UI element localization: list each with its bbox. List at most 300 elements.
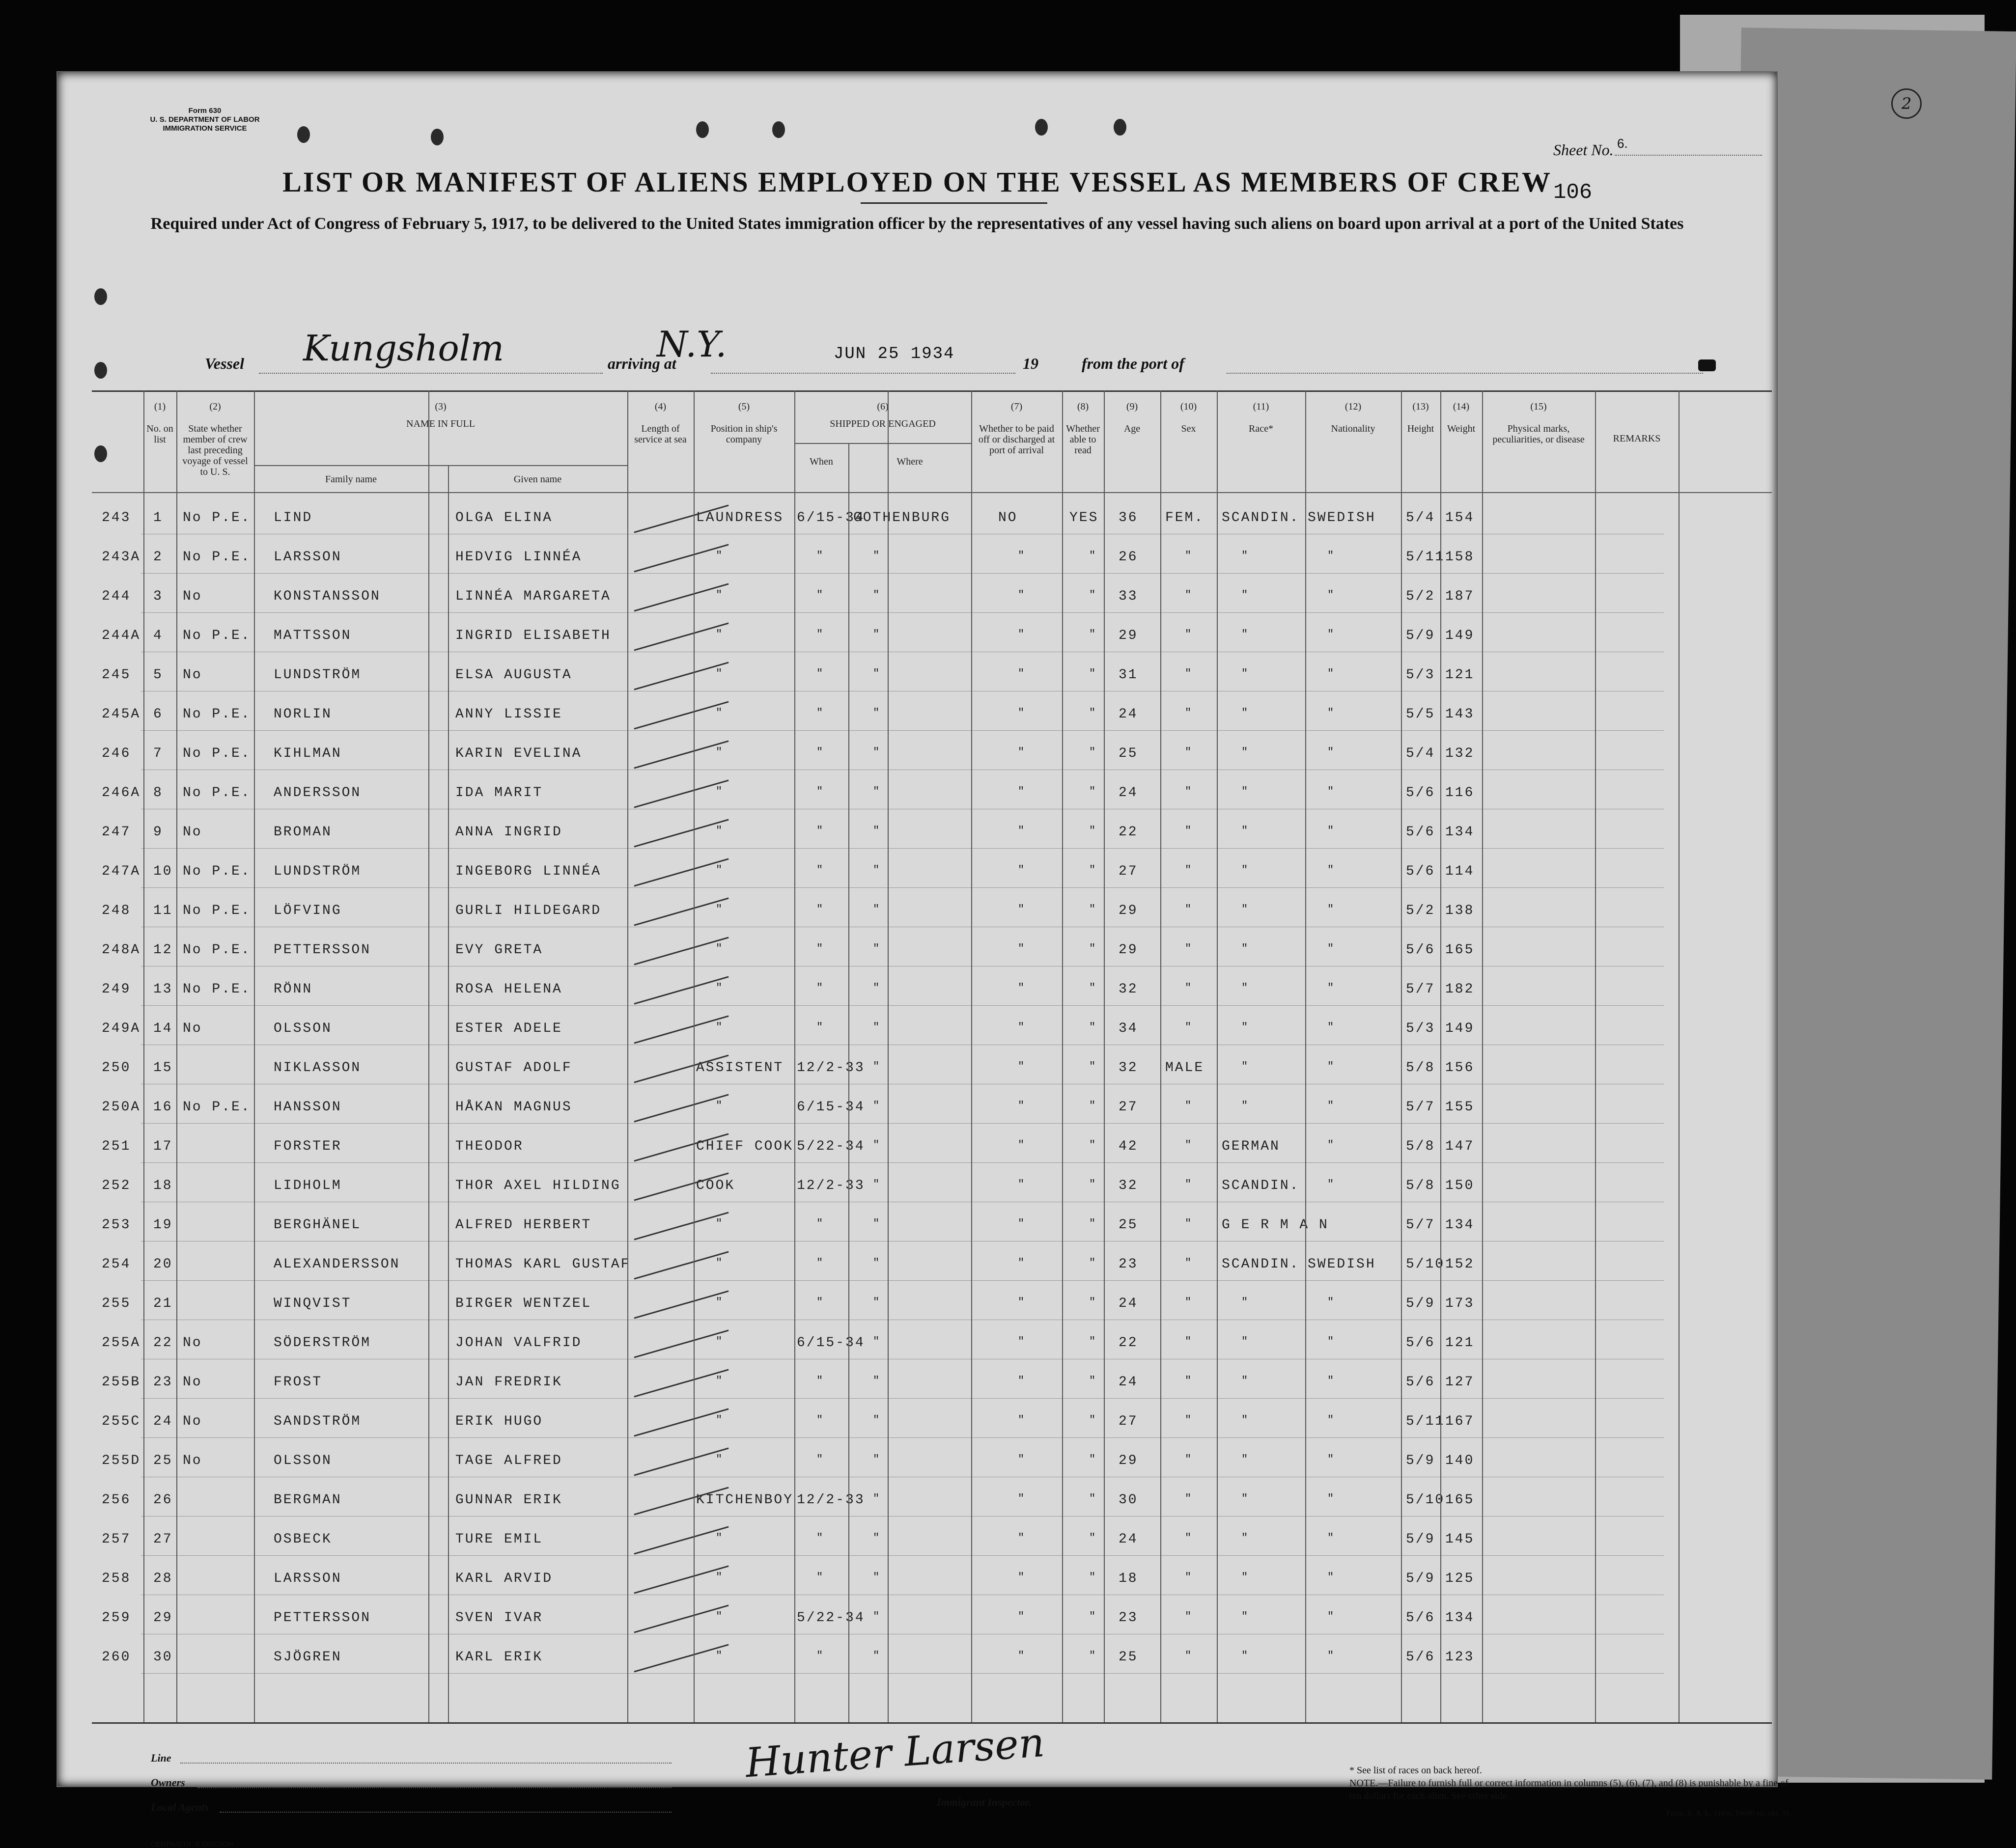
nationality: " [1327,1610,1336,1623]
sex: " [1185,982,1193,994]
shipped-when: 12/2-33 [797,1178,865,1193]
shipped-where: " [873,1532,881,1544]
nationality: " [1327,1571,1336,1583]
manifest-sheet [56,71,1792,1848]
col-c10-num: (10) [1180,401,1197,412]
row-rule [141,1280,1664,1281]
given-name: THOR AXEL HILDING [455,1178,621,1193]
punch-hole [431,129,444,145]
weight: 121 [1445,667,1475,683]
prior-voyage: No [183,667,202,683]
family-name: LIDHOLM [274,1178,342,1193]
crew-ref-number: 259 [102,1610,131,1626]
shipped-when: " [816,864,825,876]
sex: " [1185,1571,1193,1583]
header-bottom-rule [92,492,1772,493]
column-rule [176,390,177,1722]
age: 29 [1119,903,1138,918]
shipped-where: " [873,1217,881,1230]
crew-ref-number: 253 [102,1217,131,1233]
able-to-read: " [1089,628,1097,640]
shipped-when: 5/22-34 [797,1610,865,1626]
given-name: GUSTAF ADOLF [455,1060,572,1076]
race: GERMAN [1222,1139,1280,1154]
sex: " [1185,1650,1193,1662]
prior-voyage: No [183,1414,202,1429]
shipped-where: " [873,746,881,758]
shipped-where: " [873,1139,881,1151]
weight: 138 [1445,903,1475,918]
prior-voyage: No P.E. [183,707,251,722]
race: " [1241,746,1250,758]
shipped-when: 5/22-34 [797,1139,865,1154]
punch-hole [772,121,785,138]
nationality: " [1327,550,1336,562]
penalty-note: NOTE.—Failure to furnish full or correct information in columns (5), (6), (7), and (8) is punishable by a fine of ten dollars for each alien. See other side. [1349,1778,1789,1801]
shipped-when: " [816,589,825,601]
line-field [180,1763,672,1764]
sex: " [1185,903,1193,915]
race: " [1241,1532,1250,1544]
list-number: 29 [153,1610,173,1626]
height: 5/11 [1406,1414,1445,1429]
able-to-read: " [1089,1375,1097,1387]
age: 24 [1119,707,1138,722]
races-note: * See list of races on back hereof. [1349,1765,1482,1776]
given-name: SVEN IVAR [455,1610,543,1626]
family-name: FROST [274,1375,323,1390]
shipped-when: " [816,1021,825,1033]
nationality: " [1327,1021,1336,1033]
punch-hole [696,121,709,138]
nationality: " [1327,903,1336,915]
shipped-when: " [816,707,825,719]
paid-off-status: NO [998,510,1018,525]
sex: " [1185,667,1193,680]
nationality: " [1327,628,1336,640]
sex: " [1185,864,1193,876]
race: SCANDIN. [1222,1257,1300,1272]
given-name: INGEBORG LINNÉA [455,864,602,879]
paid-off-status: " [1018,746,1026,758]
given-name: KARIN EVELINA [455,746,582,761]
col-c5-num: (5) [738,401,750,412]
shipped-where: " [873,1060,881,1073]
form-header [136,107,274,133]
ship-position: " [716,1532,724,1544]
crew-ref-number: 247 [102,825,131,840]
crew-ref-number: 255D [102,1453,141,1468]
list-number: 23 [153,1375,173,1390]
list-number: 9 [153,825,163,840]
able-to-read: " [1089,864,1097,876]
family-name: BROMAN [274,825,332,840]
service-tick-mark [634,937,728,965]
crew-ref-number: 255B [102,1375,141,1390]
shipped-where: " [873,550,881,562]
given-name: JOHAN VALFRID [455,1335,582,1351]
row-rule [141,1005,1664,1006]
service-tick-mark [634,1369,728,1397]
nationality: " [1327,1650,1336,1662]
local-agents-label: Local Agents [151,1801,209,1813]
age: 24 [1119,1375,1138,1390]
ink-blot [1698,359,1716,371]
age: 30 [1119,1492,1138,1508]
paid-off-status: " [1018,864,1026,876]
race: " [1241,903,1250,915]
ship-position: " [716,589,724,601]
height: 5/9 [1406,1532,1435,1547]
col-c15-label: Physical marks, peculiarities, or disease [1492,423,1585,445]
weight: 116 [1445,785,1475,800]
crew-ref-number: 256 [102,1492,131,1508]
column-rule [627,390,628,1722]
family-name: BERGMAN [274,1492,342,1508]
shipped-where: " [873,667,881,680]
weight: 182 [1445,982,1475,997]
column-rule [1160,390,1161,1722]
paid-off-status: " [1018,982,1026,994]
nationality: " [1327,1492,1336,1505]
paid-off-status: " [1018,550,1026,562]
col-c9-num: (9) [1126,401,1138,412]
col-c10-label: Sex [1181,423,1196,434]
ship-position: " [716,1414,724,1426]
age: 23 [1119,1257,1138,1272]
punch-hole [94,362,107,379]
ship-position: " [716,825,724,837]
nationality: " [1327,864,1336,876]
age: 29 [1119,942,1138,958]
col-c3-num: (3) [435,401,447,412]
service-tick-mark [634,583,728,611]
height: 5/6 [1406,864,1435,879]
height: 5/10 [1406,1492,1445,1508]
able-to-read: " [1089,1217,1097,1230]
age: 22 [1119,825,1138,840]
given-name: LINNÉA MARGARETA [455,589,611,604]
sex: " [1185,1100,1193,1112]
shipped-where: " [873,864,881,876]
table-top-rule [92,390,1772,392]
able-to-read: " [1089,1532,1097,1544]
crew-ref-number: 248A [102,942,141,958]
punch-hole [1035,119,1048,136]
weight: 165 [1445,942,1475,958]
able-to-read: " [1089,1335,1097,1348]
col-c14-label: Weight [1447,423,1476,434]
race: " [1241,1335,1250,1348]
paid-off-status: " [1018,1100,1026,1112]
weight: 167 [1445,1414,1475,1429]
paid-off-status: " [1018,1217,1026,1230]
height: 5/9 [1406,628,1435,643]
list-number: 28 [153,1571,173,1586]
column-rule [694,390,695,1722]
col-c11-num: (11) [1253,401,1269,412]
service-tick-mark [634,1251,728,1279]
weight: 158 [1445,550,1475,565]
ship-position: " [716,785,724,798]
sex: " [1185,746,1193,758]
list-number: 18 [153,1178,173,1193]
able-to-read: " [1089,825,1097,837]
height: 5/6 [1406,1335,1435,1351]
table-bottom-rule [92,1722,1772,1724]
weight: 187 [1445,589,1475,604]
service-tick-mark [634,1644,728,1672]
sheet-number-line [1615,155,1762,156]
able-to-read: " [1089,1100,1097,1112]
prior-voyage: No P.E. [183,746,251,761]
crew-ref-number: 244 [102,589,131,604]
family-name: OLSSON [274,1021,332,1036]
col-c5-label: Position in ship's company [710,423,778,445]
arriving-label: arriving at [608,355,676,372]
col-c2-label: State whether member of crew last preceding voyage of vessel to U. S. [182,423,248,477]
service-tick-mark [634,1604,728,1633]
paid-off-status: " [1018,667,1026,680]
crew-ref-number: 249A [102,1021,141,1036]
form-number: Form 630 [188,107,222,115]
ship-position: " [716,1571,724,1583]
arriving-field-line [711,373,1015,374]
list-number: 19 [153,1217,173,1233]
family-name: SÖDERSTRÖM [274,1335,371,1351]
age: 32 [1119,1178,1138,1193]
weight: 155 [1445,1100,1475,1115]
weight: 149 [1445,628,1475,643]
ship-position: " [716,550,724,562]
paid-off-status: " [1018,785,1026,798]
sex: " [1185,942,1193,955]
column-rule [1062,390,1063,1722]
shipped-when: " [816,785,825,798]
shipped-when: " [816,1296,825,1308]
race: " [1241,864,1250,876]
sex: MALE [1165,1060,1204,1076]
service-tick-mark [634,1212,728,1240]
col-c7-num: (7) [1010,401,1023,412]
crew-ref-number: 250 [102,1060,131,1076]
family-name: KIHLMAN [274,746,342,761]
list-number: 4 [153,628,163,643]
nationality: " [1327,982,1336,994]
shipped-where: " [873,1021,881,1033]
prior-voyage: No P.E. [183,982,251,997]
family-name: NIKLASSON [274,1060,362,1076]
col-given-name-header: Given name [513,474,562,485]
owners-label: Owners [151,1776,185,1789]
ship-position: " [716,1335,724,1348]
service-tick-mark [634,1329,728,1358]
prior-voyage: No P.E. [183,550,251,565]
row-rule [141,1398,1664,1399]
paid-off-status: " [1018,1178,1026,1190]
crew-ref-number: 255A [102,1335,141,1351]
age: 25 [1119,1650,1138,1665]
manifest-title: LIST OR MANIFEST OF ALIENS EMPLOYED ON THE VESSEL AS MEMBERS OF CREW [282,166,1552,198]
height: 5/6 [1406,942,1435,958]
row-rule [141,612,1664,613]
family-name: FORSTER [274,1139,342,1154]
list-number: 7 [153,746,163,761]
page-number-stamp: 106 [1553,180,1593,205]
height: 5/4 [1406,746,1435,761]
list-number: 1 [153,510,163,525]
able-to-read: " [1089,1257,1097,1269]
col-c13-label: Height [1407,423,1434,434]
family-name: LÖFVING [274,903,342,918]
age: 32 [1119,1060,1138,1076]
nationality: " [1327,1453,1336,1465]
list-number: 20 [153,1257,173,1272]
weight: 154 [1445,510,1475,525]
ship-position: " [716,1296,724,1308]
list-number: 14 [153,1021,173,1036]
height: 5/9 [1406,1296,1435,1311]
nationality: " [1327,1178,1336,1190]
weight: 134 [1445,1217,1475,1233]
height: 5/6 [1406,785,1435,800]
paid-off-status: " [1018,1021,1026,1033]
given-name: JAN FREDRIK [455,1375,562,1390]
weight: 121 [1445,1335,1475,1351]
shipped-when: " [816,903,825,915]
shipped-where: " [873,707,881,719]
prior-voyage: No P.E. [183,864,251,879]
inspector-label: Immigrant Inspector. [937,1796,1032,1808]
shipped-when: 12/2-33 [797,1060,865,1076]
given-name: GURLI HILDEGARD [455,903,602,918]
column-rule [1217,390,1218,1722]
height: 5/7 [1406,982,1435,997]
race: SCANDIN. [1222,510,1300,525]
form-reference: Form. S. A. L. 116 n. 10000 ex. okt. 31. [1666,1809,1792,1818]
shipped-where: " [873,1414,881,1426]
sex: " [1185,550,1193,562]
ship-position: " [716,746,724,758]
sex: " [1185,1610,1193,1623]
prior-voyage: No P.E. [183,942,251,958]
race: " [1241,1100,1250,1112]
paid-off-status: " [1018,628,1026,640]
column-rule [1679,390,1680,1722]
sex: " [1185,707,1193,719]
list-number: 6 [153,707,163,722]
service-tick-mark [634,976,728,1004]
given-name: HÅKAN MAGNUS [455,1100,572,1115]
age: 29 [1119,628,1138,643]
age: 27 [1119,1414,1138,1429]
col-c4-label: Length of service at sea [634,423,687,445]
ship-position: " [716,1375,724,1387]
able-to-read: YES [1069,510,1099,525]
col-when-header: When [810,456,833,467]
weight: 165 [1445,1492,1475,1508]
given-name: ESTER ADELE [455,1021,562,1036]
nationality: " [1327,1296,1336,1308]
age: 22 [1119,1335,1138,1351]
race: " [1241,1060,1250,1073]
height: 5/8 [1406,1178,1435,1193]
family-name: OSBECK [274,1532,332,1547]
ship-position: " [716,1100,724,1112]
manifest-subtitle: Required under Act of Congress of February 5, 1917, to be delivered to the United States immigration officer by the representatives of any vessel having such aliens on board upon arrival at a port of the United States [150,215,1684,233]
col-c15-num: (15) [1530,401,1547,412]
weight: 132 [1445,746,1475,761]
shipped-where: " [873,1335,881,1348]
race: " [1241,1610,1250,1623]
family-name: RÖNN [274,982,313,997]
shipped-where: GOTHENBURG [853,510,951,525]
family-name: LIND [274,510,313,525]
height: 5/9 [1406,1571,1435,1586]
prior-voyage: No [183,1453,202,1468]
nationality: " [1327,1100,1336,1112]
sex: " [1185,1257,1193,1269]
sex: " [1185,1492,1193,1505]
shipped-where: " [873,1453,881,1465]
shipped-when: " [816,1414,825,1426]
crew-ref-number: 247A [102,864,141,879]
family-name: WINQVIST [274,1296,352,1311]
race: G E R M A N [1222,1217,1329,1233]
sheet-number-value: 6. [1617,136,1628,151]
shipped-where: " [873,1178,881,1190]
nationality: " [1327,1532,1336,1544]
from-port-field-line [1227,373,1703,374]
ship-position: " [716,982,724,994]
ship-position: " [716,1257,724,1269]
race: SCANDIN. [1222,1178,1300,1193]
ship-position: " [716,1650,724,1662]
col-remarks-header: REMARKS [1613,433,1661,444]
service-name: IMMIGRATION SERVICE [163,124,247,133]
age: 27 [1119,864,1138,879]
family-name: HANSSON [274,1100,342,1115]
shipped-where: " [873,785,881,798]
family-name: PETTERSSON [274,942,371,958]
column-rule [888,390,889,1722]
ship-position: " [716,667,724,680]
shipped-where: " [873,1100,881,1112]
prior-voyage: No P.E. [183,903,251,918]
punch-hole [297,126,310,143]
height: 5/6 [1406,1375,1435,1390]
shipped-when: " [816,550,825,562]
paid-off-status: " [1018,707,1026,719]
nationality: SWEDISH [1308,1257,1376,1272]
paid-off-status: " [1018,1414,1026,1426]
given-name: EVY GRETA [455,942,543,958]
given-name: OLGA ELINA [455,510,553,525]
crew-ref-number: 255 [102,1296,131,1311]
shipped-where: " [873,825,881,837]
list-number: 24 [153,1414,173,1429]
crew-ref-number: 258 [102,1571,131,1586]
shipped-when: " [816,1571,825,1583]
race: " [1241,589,1250,601]
list-number: 17 [153,1139,173,1154]
able-to-read: " [1089,1139,1097,1151]
family-name: SANDSTRÖM [274,1414,362,1429]
service-tick-mark [634,544,728,572]
paid-off-status: " [1018,1257,1026,1269]
shipped-when: 6/15-34 [797,510,865,525]
list-number: 5 [153,667,163,683]
